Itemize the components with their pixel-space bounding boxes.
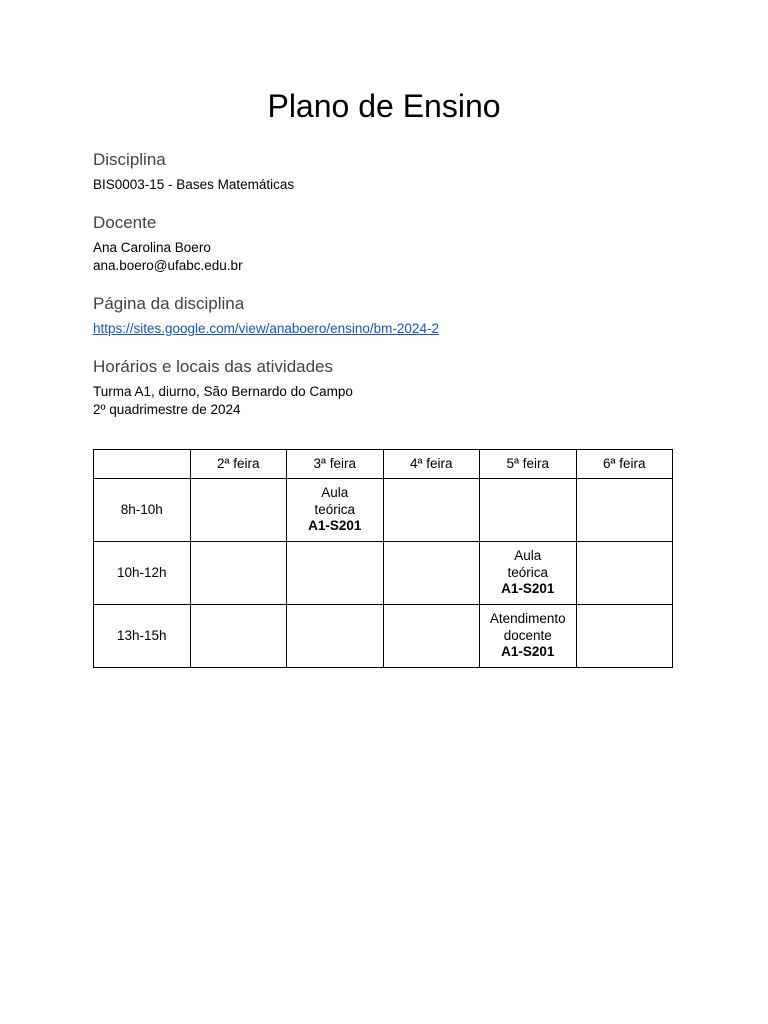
- schedule-cell: [190, 479, 287, 542]
- turma-line: Turma A1, diurno, São Bernardo do Campo: [93, 384, 353, 399]
- activity-room: A1-S201: [308, 518, 362, 534]
- schedule-cell: [383, 542, 480, 605]
- activity-line2: teórica: [507, 564, 549, 580]
- schedule-day-mon: 2ª feira: [190, 450, 287, 479]
- horarios-info: [93, 383, 683, 419]
- schedule-cell: [287, 542, 384, 605]
- schedule-corner-cell: [94, 450, 191, 479]
- section-heading-disciplina: Disciplina: [93, 150, 166, 169]
- activity-room: A1-S201: [501, 581, 555, 597]
- activity-line2: docente: [503, 627, 552, 643]
- section-disciplina: [93, 150, 683, 194]
- activity-line1: Aula: [321, 485, 349, 501]
- disciplina-text: BIS0003-15 - Bases Matemáticas: [93, 177, 295, 192]
- schedule-time-cell: 8h-10h: [94, 479, 191, 542]
- schedule-cell: [576, 479, 673, 542]
- docente-email: ana.boero@ufabc.edu.br: [93, 258, 243, 273]
- schedule-cell-thu-10h: [480, 542, 577, 605]
- section-heading-pagina: Página da disciplina: [93, 294, 245, 313]
- schedule-time-cell: 13h-15h: [94, 605, 191, 668]
- course-page-link[interactable]: https://sites.google.com/view/anaboero/ensino/bm-2024-2: [93, 321, 439, 336]
- section-docente: [93, 213, 683, 275]
- activity-line1: Aula: [514, 548, 542, 564]
- activity-room: A1-S201: [501, 644, 555, 660]
- activity-line2: teórica: [314, 501, 356, 517]
- schedule-day-tue: 3ª feira: [287, 450, 384, 479]
- schedule-row-13h: [94, 605, 673, 668]
- schedule-cell: [576, 542, 673, 605]
- schedule-cell: [287, 605, 384, 668]
- schedule-day-thu: 5ª feira: [480, 450, 577, 479]
- schedule-header-row: [94, 450, 673, 479]
- schedule-time-cell: 10h-12h: [94, 542, 191, 605]
- docente-info: [93, 239, 683, 275]
- schedule-cell: [383, 605, 480, 668]
- schedule-cell: [190, 605, 287, 668]
- schedule-cell: [576, 605, 673, 668]
- section-horarios: [93, 357, 683, 419]
- page-title: Plano de Ensino: [267, 88, 501, 124]
- docente-name: Ana Carolina Boero: [93, 240, 211, 255]
- schedule-row-10h: [94, 542, 673, 605]
- section-heading-horarios: Horários e locais das atividades: [93, 357, 334, 376]
- schedule-row-8h: [94, 479, 673, 542]
- pagina-link-wrapper: [93, 320, 683, 338]
- schedule-day-wed: 4ª feira: [383, 450, 480, 479]
- document-body: [93, 150, 683, 419]
- schedule-table: [93, 449, 673, 668]
- schedule-cell-thu-13h: [480, 605, 577, 668]
- schedule-cell-tue-8h: [287, 479, 384, 542]
- quadrimestre-line: 2º quadrimestre de 2024: [93, 402, 241, 417]
- schedule-cell: [190, 542, 287, 605]
- section-pagina: [93, 294, 683, 338]
- schedule-cell: [383, 479, 480, 542]
- section-heading-docente: Docente: [93, 213, 157, 232]
- activity-line1: Atendimento: [489, 611, 566, 627]
- schedule-cell: [480, 479, 577, 542]
- schedule-day-fri: 6ª feira: [576, 450, 673, 479]
